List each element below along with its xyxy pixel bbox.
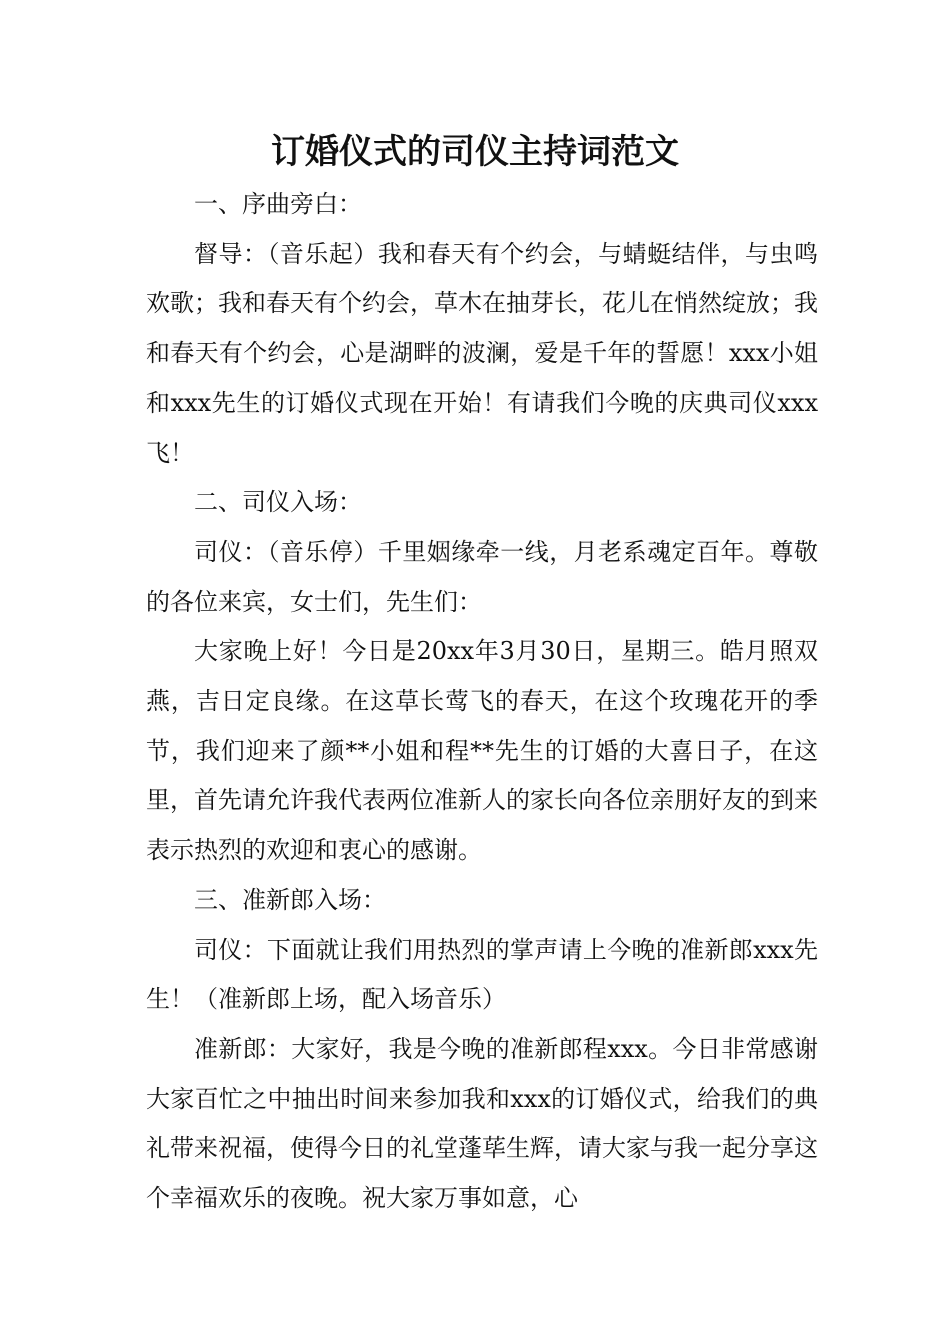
paragraph-host-greeting: 大家晚上好！今日是20xx年3月30日，星期三。皓月照双燕，吉日定良缘。在这草长莺飞的春天，在这个玫瑰花开的季节，我们迎来了颜**小姐和程**先生的订婚的大喜日子，在这里，首先请允许我代表两位准新人的家长向各位亲朋好友的到来表示热烈的欢迎和衷心的感谢。 bbox=[146, 637, 818, 865]
section-heading-groom-entrance: 三、准新郎入场： bbox=[194, 885, 386, 914]
document-title: 订婚仪式的司仪主持词范文 bbox=[271, 132, 679, 172]
section-heading-host-entrance: 二、司仪入场： bbox=[194, 488, 362, 517]
section-heading-prelude: 一、序曲旁白： bbox=[194, 190, 362, 218]
paragraph-host-invites-groom: 司仪：下面就让我们用热烈的掌声请上今晚的准新郎xxx先生！（准新郎上场，配入场音乐） bbox=[146, 935, 818, 1014]
document-body bbox=[146, 180, 818, 1224]
paragraph-host-opening: 司仪：（音乐停）千里姻缘牵一线，月老系魂定百年。尊敬的各位来宾，女士们，先生们： bbox=[146, 537, 818, 616]
paragraph-director-narration: 督导：（音乐起）我和春天有个约会，与蜻蜓结伴，与虫鸣欢歌；我和春天有个约会，草木在抽芽长，花儿在悄然绽放；我和春天有个约会，心是湖畔的波澜，爱是千年的誓愿！xxx小姐和xxx先生的订婚仪式现在开始！有请我们今晚的庆典司仪xxx飞！ bbox=[146, 239, 818, 467]
paragraph-groom-speech: 准新郎：大家好，我是今晚的准新郎程xxx。今日非常感谢大家百忙之中抽出时间来参加我和xxx的订婚仪式，给我们的典礼带来祝福，使得今日的礼堂蓬荜生辉，请大家与我一起分享这个幸福欢乐的夜晚。祝大家万事如意，心 bbox=[146, 1034, 818, 1213]
